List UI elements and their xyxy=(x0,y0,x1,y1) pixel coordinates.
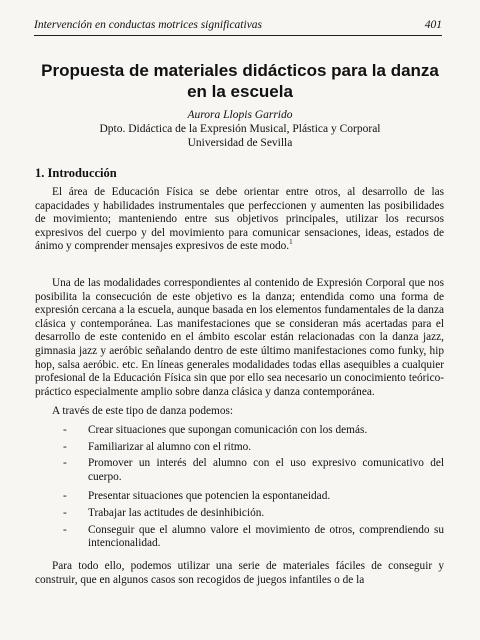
paragraph-4: Para todo ello, podemos utilizar una serie de materiales fáciles de conseguir y construir, que en algunos casos son recogidos de juegos infantiles o de la xyxy=(35,560,444,586)
affiliation xyxy=(0,122,480,150)
footnote-marker[interactable]: 1 xyxy=(289,238,293,247)
author-name: Aurora Llopis Garrido xyxy=(187,109,293,121)
objectives-list xyxy=(35,424,444,554)
list-item: - Familiarizar al alumno con el ritmo. xyxy=(35,441,444,455)
list-item: - Promover un interés del alumno con el uso expresivo comunicativo del cuerpo. xyxy=(35,457,444,484)
list-item: - Conseguir que el alumno valore el movimiento de otros, comprendiendo su intencionalidad. xyxy=(35,524,444,551)
affiliation-department: Dpto. Didáctica de la Expresión Musical, Plástica y Corporal xyxy=(99,123,381,135)
running-head-title: Intervención en conductas motrices significativas xyxy=(34,19,263,31)
list-item: - Trabajar las actitudes de desinhibición. xyxy=(35,507,444,521)
paragraph-2: Una de las modalidades correspondientes al contenido de Expresión Corporal que nos posibilita la consecución de este objetivo es la danza; entendida como una forma de expresión cercana a la escuela, aunque basada en los elementos fundamentales de la danza clásica y contemporánea. Las manifestaciones que se consideran más acertadas para el desarrollo de este contenido en el ámbito escolar están relacionadas con la danza jazz, gimnasia jazz y aeróbic señalando dentro de este último manifestaciones como funky, hip hop, salsa aeróbic. etc. En líneas generales modalidades todas ellas asequibles a cualquier profesional de la Educación Física sin que por ello sea necesario un conocimiento teórico-práctico especialmente amplio sobre danza clásica y danza contemporánea. xyxy=(35,277,444,398)
list-item: - Crear situaciones que supongan comunicación con los demás. xyxy=(35,424,444,438)
paragraph-1-text: El área de Educación Física se debe orientar entre otros, al desarrollo de las capacidades y habilidades instrumentales que perfeccionen y aumenten las posibilidades de movimiento; manteniendo entre sus objetivos principales, utilizar los recursos expresivos del cuerpo y del movimiento para comunicar sensaciones, ideas, estados de ánimo y comprender mensajes expresivos de este modo. xyxy=(35,186,444,253)
paper-title: Propuesta de materiales didácticos para la danza en la escuela xyxy=(41,61,439,101)
paragraph-3: A través de este tipo de danza podemos: xyxy=(52,405,234,417)
running-head xyxy=(34,19,442,36)
list-item: - Presentar situaciones que potencien la espontaneidad. xyxy=(35,490,444,504)
section-heading: 1. Introducción xyxy=(35,166,117,180)
paragraph-1 xyxy=(35,186,444,254)
page-number: 401 xyxy=(424,19,442,31)
affiliation-university: Universidad de Sevilla xyxy=(187,137,293,149)
